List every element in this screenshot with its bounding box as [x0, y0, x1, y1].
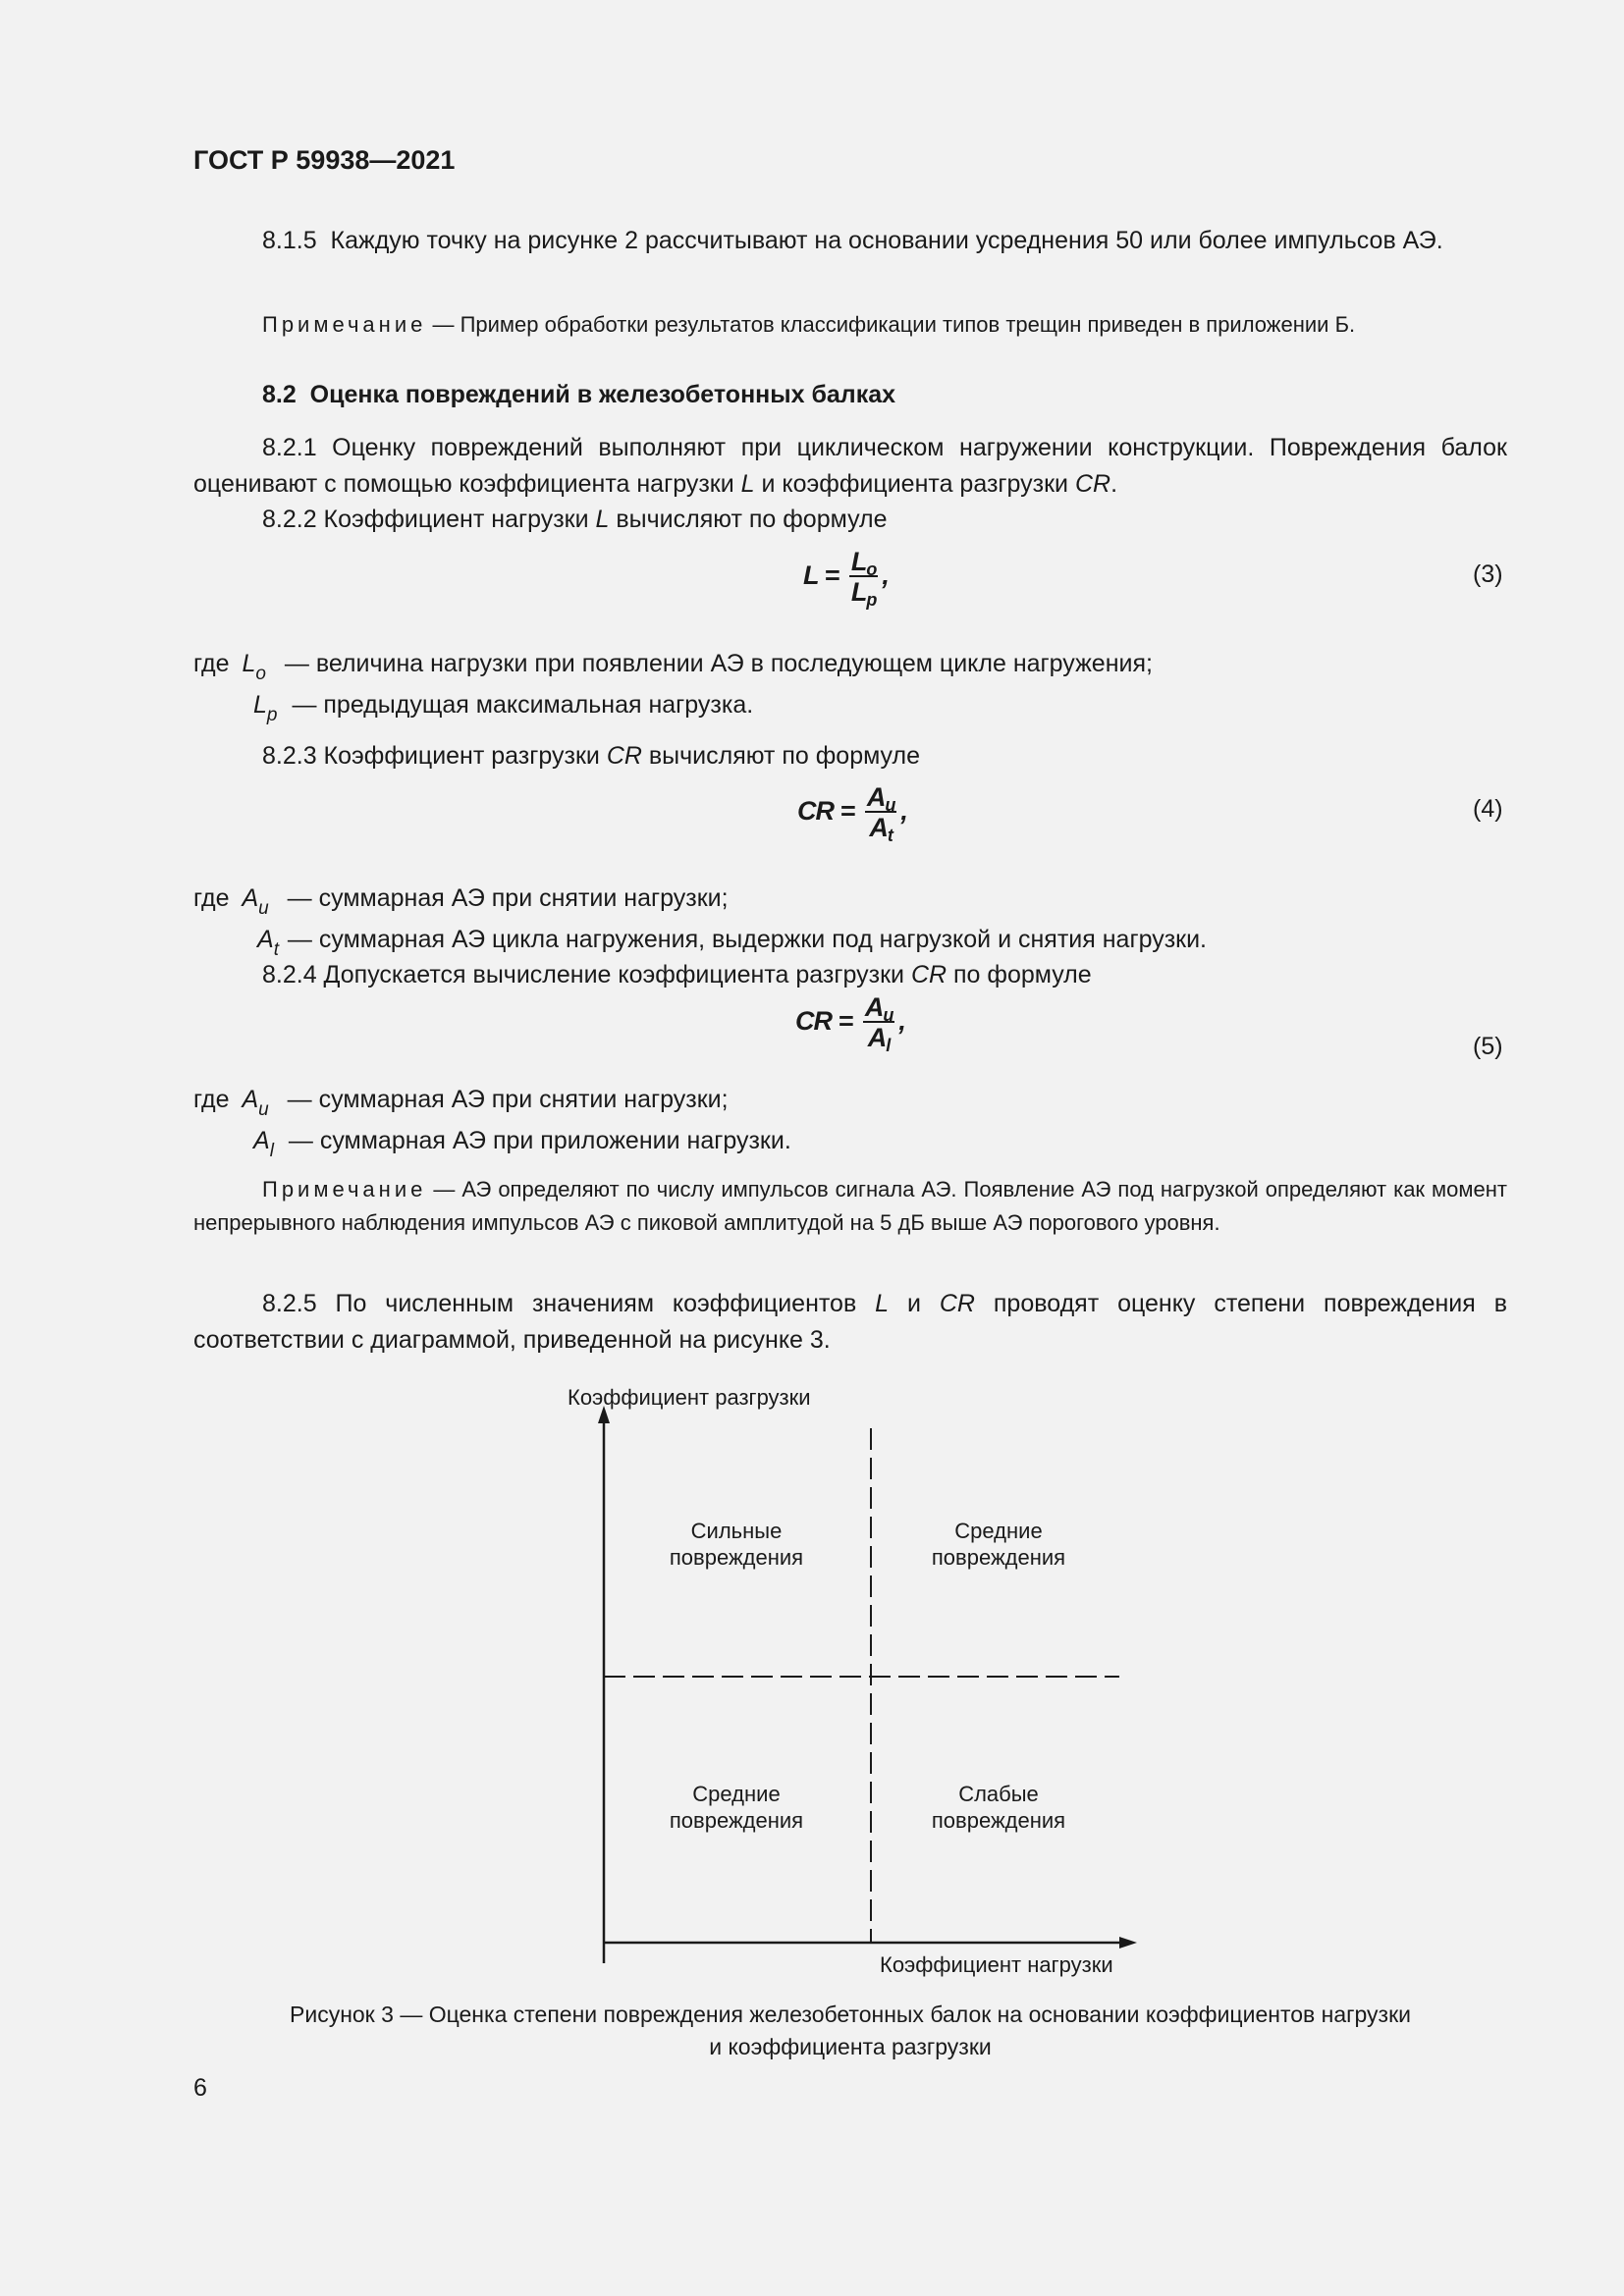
formula-lhs: L	[803, 561, 819, 591]
numerator-base: A	[866, 782, 886, 812]
formula-4	[797, 782, 907, 845]
note-label: Примечание	[262, 1177, 427, 1201]
diagram-axes	[550, 1384, 1159, 1983]
note-label: Примечание	[262, 312, 427, 337]
section-heading-8-2	[262, 381, 895, 409]
symbol-sub: u	[258, 1099, 269, 1120]
fraction-denominator	[849, 577, 879, 610]
numerator-base: A	[864, 992, 884, 1022]
text-part: проводят оценку степени повреждения в соответствии с диаграммой, приведенной на рисунке 3.	[193, 1290, 1508, 1354]
text-part: и	[889, 1290, 940, 1317]
symbol-CR: CR	[606, 742, 642, 770]
equation-number-4: (4)	[1473, 795, 1503, 823]
fraction-numerator	[865, 783, 897, 813]
y-axis-label: Коэффициент разгрузки	[568, 1385, 811, 1410]
definition-text: — суммарная АЭ цикла нагружения, выдержки под нагрузкой и снятия нагрузки.	[287, 926, 1208, 953]
formula-fraction	[849, 547, 879, 610]
numerator-base: L	[850, 547, 867, 576]
text-part: по формуле	[947, 961, 1092, 988]
symbol-sub: u	[258, 898, 269, 919]
denominator-sub: t	[887, 826, 893, 845]
text-part: вычисляют по формуле	[609, 506, 888, 533]
note-2	[193, 1173, 1507, 1240]
symbol-CR: CR	[910, 961, 947, 988]
quadrant-bottom-right	[910, 1781, 1087, 1834]
clause-text: Каждую точку на рисунке 2 рассчитывают на основании усреднения 50 или более импульсов АЭ.	[330, 227, 1443, 254]
paragraph-8-2-2	[262, 502, 888, 538]
equation-number-5: (5)	[1473, 1033, 1503, 1060]
document-id: ГОСТ Р 59938—2021	[193, 145, 456, 175]
numerator-sub: u	[883, 1005, 893, 1025]
quadrant-top-left	[648, 1518, 825, 1571]
denominator-sub: p	[866, 590, 877, 610]
symbol-sub: p	[266, 705, 278, 725]
symbol-base: L	[253, 691, 267, 719]
text-part: вычисляют по формуле	[641, 742, 921, 770]
where-prefix: где	[193, 650, 230, 677]
where-row	[253, 687, 753, 723]
formula-lhs: CR	[797, 796, 834, 827]
symbol-base: A	[257, 926, 274, 953]
where-row	[257, 922, 1207, 958]
text-part: и коэффициента разгрузки	[754, 470, 1075, 498]
x-axis-label: Коэффициент нагрузки	[880, 1952, 1113, 1977]
symbol-sub: l	[269, 1141, 274, 1161]
x-axis-arrow	[1119, 1937, 1137, 1949]
quadrant-bottom-left	[648, 1781, 825, 1834]
fraction-numerator	[849, 548, 879, 577]
text-part: 8.2.1 Оценку повреждений выполняют при циклическом нагружении конструкции. Повреждения балок оценивают с помощью коэффициента нагрузки	[193, 434, 1507, 498]
damage-diagram	[550, 1384, 1159, 1983]
quadrant-label-line: Средние	[954, 1519, 1043, 1543]
symbol-base: A	[253, 1127, 270, 1154]
paragraph-8-2-3	[262, 738, 920, 774]
text-part: 8.2.2 Коэффициент нагрузки	[262, 506, 596, 533]
clause-number: 8.1.5	[262, 227, 317, 254]
denominator-sub: l	[886, 1036, 891, 1055]
figure-caption	[193, 1999, 1507, 2063]
section-number: 8.2	[262, 381, 297, 408]
paragraph-8-2-4	[262, 957, 1092, 993]
where-prefix: где	[193, 1086, 230, 1113]
quadrant-label-line: Сильные	[690, 1519, 783, 1543]
formula-5	[795, 992, 905, 1055]
formula-comma: ,	[900, 796, 907, 827]
symbol-base: A	[242, 884, 259, 912]
symbol-base: A	[242, 1086, 259, 1113]
text-part: .	[1110, 470, 1118, 498]
symbol-L: L	[740, 470, 755, 498]
fraction-denominator	[863, 1023, 895, 1055]
definition-text: — суммарная АЭ при снятии нагрузки;	[287, 1086, 729, 1113]
symbol-CR: CR	[1074, 470, 1111, 498]
where-block-3	[193, 646, 1153, 682]
caption-line-1: Рисунок 3 — Оценка степени повреждения железобетонных балок на основании коэффициентов нагрузки	[290, 2002, 1411, 2027]
where-block-4	[193, 881, 729, 917]
section-title: Оценка повреждений в железобетонных балках	[309, 381, 896, 408]
symbol-CR: CR	[939, 1290, 975, 1317]
paragraph-8-2-1	[193, 430, 1507, 503]
formula-equals: =	[839, 796, 855, 827]
paragraph-8-1-5	[193, 223, 1507, 259]
symbol-base: L	[242, 650, 256, 677]
quadrant-label-line: повреждения	[669, 1808, 804, 1833]
denominator-base: L	[850, 577, 867, 607]
formula-fraction	[863, 992, 895, 1055]
formula-comma: ,	[882, 561, 889, 591]
symbol-sub: t	[273, 939, 279, 960]
fraction-numerator	[863, 993, 895, 1023]
where-row	[253, 1123, 791, 1159]
where-block-5	[193, 1082, 729, 1118]
formula-comma: ,	[898, 1006, 905, 1037]
quadrant-top-right	[910, 1518, 1087, 1571]
text-part: 8.2.4 Допускается вычисление коэффициента разгрузки	[262, 961, 911, 988]
definition-text: — предыдущая максимальная нагрузка.	[292, 691, 754, 719]
numerator-sub: o	[866, 560, 877, 579]
symbol-sub: o	[255, 664, 266, 684]
formula-equals: =	[824, 561, 839, 591]
text-part: 8.2.5 По численным значениям коэффициентов	[262, 1290, 876, 1317]
denominator-base: A	[867, 1023, 887, 1052]
formula-fraction	[865, 782, 897, 845]
where-prefix: где	[193, 884, 230, 912]
quadrant-label-line: повреждения	[931, 1545, 1066, 1570]
formula-equals: =	[838, 1006, 853, 1037]
equation-number-3: (3)	[1473, 561, 1503, 588]
definition-text: — суммарная АЭ при снятии нагрузки;	[287, 884, 729, 912]
text-part: 8.2.3 Коэффициент разгрузки	[262, 742, 607, 770]
paragraph-8-2-5	[193, 1286, 1507, 1359]
note-1	[262, 308, 1509, 342]
quadrant-label-line: Слабые	[958, 1782, 1039, 1806]
quadrant-label-line: Средние	[692, 1782, 781, 1806]
note-text: — АЭ определяют по числу импульсов сигнала АЭ. Появление АЭ под нагрузкой определяют как момент непрерывного наблюдения импульсов АЭ с пиковой амплитудой на 5 дБ выше АЭ порогового уровня.	[193, 1177, 1507, 1235]
numerator-sub: u	[885, 795, 895, 815]
page-number: 6	[193, 2074, 207, 2102]
fraction-denominator	[865, 813, 897, 845]
note-text: — Пример обработки результатов классификации типов трещин приведен в приложении Б.	[426, 312, 1356, 337]
formula-3	[803, 547, 889, 610]
symbol-L: L	[595, 506, 610, 533]
quadrant-label-line: повреждения	[931, 1808, 1066, 1833]
definition-text: — суммарная АЭ при приложении нагрузки.	[288, 1127, 791, 1154]
caption-line-2: и коэффициента разгрузки	[709, 2034, 992, 2059]
formula-lhs: CR	[795, 1006, 832, 1037]
denominator-base: A	[869, 813, 888, 842]
definition-text: — величина нагрузки при появлении АЭ в последующем цикле нагружения;	[284, 650, 1153, 677]
quadrant-label-line: повреждения	[669, 1545, 804, 1570]
symbol-L: L	[875, 1290, 890, 1317]
